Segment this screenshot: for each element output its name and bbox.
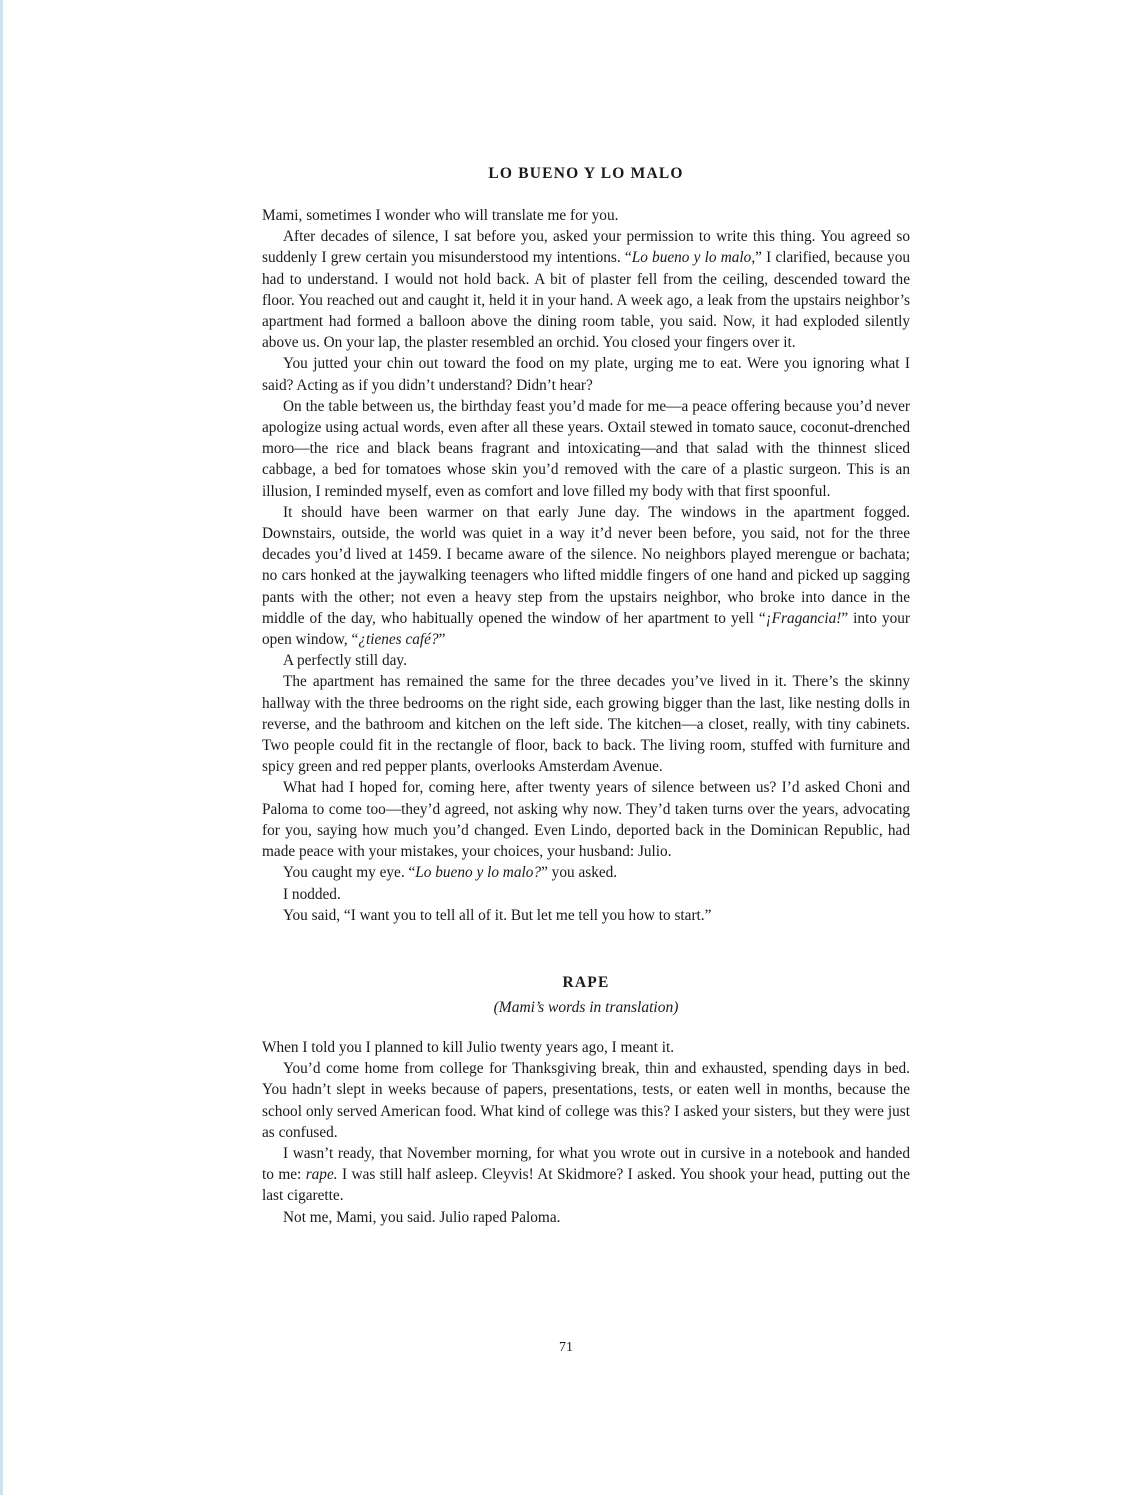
paragraph: When I told you I planned to kill Julio twenty years ago, I meant it.: [262, 1038, 675, 1056]
section-title: RAPE: [562, 973, 610, 991]
paragraph: What had I hoped for, coming here, after twenty years of silence between us? I’d asked Choni and Paloma to come too—they’d agreed, not asking why now. They’d taken turns over the years, advocating for you, saying how much you’d changed. Even Lindo, deported back in the Dominican Republic, had made peace with your mistakes, your choices, your husband: Julio.: [262, 779, 910, 861]
paragraph: I wasn’t ready, that November morning, for what you wrote out in cursive in a notebook and handed to me: rape. I was still half asleep. Cleyvis! At Skidmore? I asked. You shook your head, putting out the last cigarette.: [262, 1144, 910, 1205]
section-rape: [262, 969, 910, 1228]
paragraph: The apartment has remained the same for the three decades you’ve lived in it. There’s the skinny hallway with the three bedrooms on the right side, each growing bigger than the last, like nesting dolls in reverse, and the bathroom and kitchen on the left side. The kitchen—a closet, really, with tiny cabinets. Two people could fit in the rectangle of floor, back to back. The living room, stuffed with furniture and spicy green and red pepper plants, overlooks Amsterdam Avenue.: [262, 673, 910, 776]
section-text: [262, 205, 910, 926]
paragraph: A perfectly still day.: [283, 652, 407, 670]
section-lo-bueno-y-lo-malo: [262, 160, 910, 926]
page-body: [262, 160, 910, 1228]
paragraph: On the table between us, the birthday feast you’d made for me—a peace offering because you’d never apologize using actual words, even after all these years. Oxtail stewed in tomato sauce, coconut-drenched moro—the rice and black beans fragrant and intoxicating—and that salad with the thinnest sliced cabbage, a bed for tomatoes whose skin you’d removed with the care of a plastic surgeon. This is an illusion, I reminded myself, even as comfort and love filled my body with that first spoonful.: [262, 397, 910, 500]
paragraph: You said, “I want you to tell all of it. But let me tell you how to start.”: [283, 906, 712, 924]
paragraph: After decades of silence, I sat before you, asked your permission to write this thing. You agreed so suddenly I grew certain you misunderstood my intentions. “Lo bueno y lo malo,” I clarified, because you had to understand. I would not hold back. A bit of plaster fell from the ceiling, descended toward the floor. You reached out and caught it, held it in your hand. A week ago, a leak from the upstairs neighbor’s apartment had formed a balloon above the dining room table, you said. Now, it had exploded silently above us. On your lap, the plaster resembled an orchid. You closed your fingers over it.: [262, 228, 911, 352]
paragraph: Mami, sometimes I wonder who will translate me for you.: [262, 207, 619, 224]
page-number: 71: [559, 1340, 573, 1355]
paragraph: You’d come home from college for Thanksgiving break, thin and exhausted, spending days in bed. You hadn’t slept in weeks because of papers, presentations, tests, or eaten well in months, because the school only served American food. What kind of college was this? I asked your sisters, but they were just as confused.: [262, 1060, 910, 1141]
paragraph: I nodded.: [283, 885, 341, 903]
paragraph: You caught my eye. “Lo bueno y lo malo?” you asked.: [283, 864, 618, 882]
page-edge: [0, 0, 3, 1495]
section-text: [262, 1037, 910, 1228]
section-subtitle: (Mami’s words in translation): [493, 998, 679, 1016]
paragraph: Not me, Mami, you said. Julio raped Paloma.: [283, 1208, 561, 1226]
paragraph: It should have been warmer on that early June day. The windows in the apartment fogged. Downstairs, outside, the world was quiet in a way it’d never been before, you said, not for the three decades you’d lived at 1459. I became aware of the silence. No neighbors played merengue or bachata; no cars honked at the jaywalking teenagers who lifted middle fingers of one hand and picked up sagging pants with the other; not even a heavy step from the upstairs neighbor, who broke into dance in the middle of the day, who habitually opened the window of her apartment to yell “¡Fragancia!” into your open window, “¿tienes café?”: [262, 503, 910, 649]
section-title: LO BUENO Y LO MALO: [488, 165, 684, 182]
paragraph: You jutted your chin out toward the food on my plate, urging me to eat. Were you ignoring what I said? Acting as if you didn’t understand? Didn’t hear?: [262, 355, 910, 394]
